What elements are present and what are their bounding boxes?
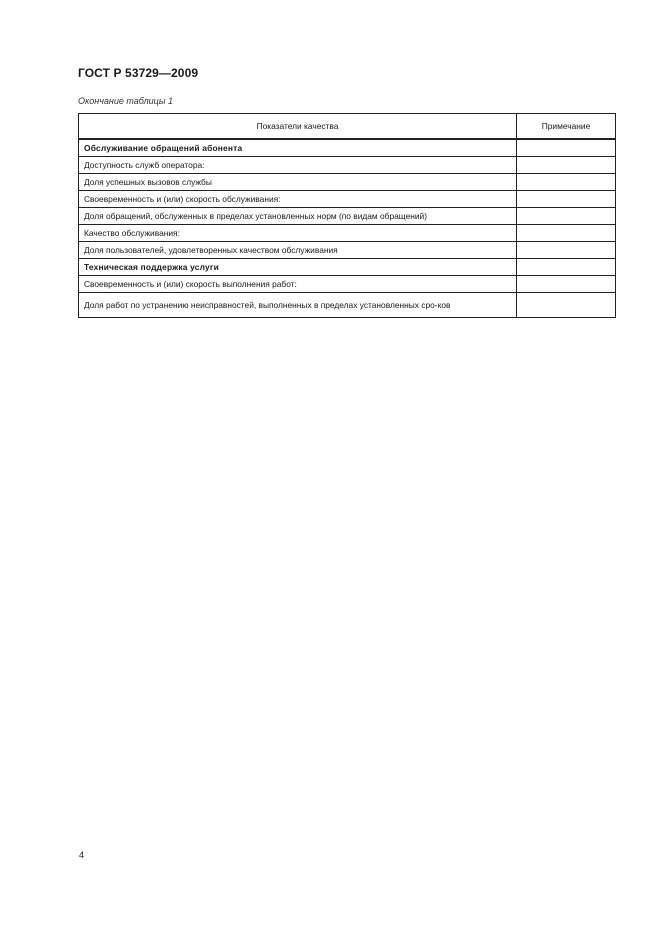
table-row: [79, 293, 616, 318]
note-cell: [517, 242, 616, 259]
table-row: [79, 174, 616, 191]
table-row: [79, 225, 616, 242]
note-cell: [517, 293, 616, 318]
note-cell: [517, 191, 616, 208]
table-row: [79, 191, 616, 208]
table-row-section: [79, 139, 616, 157]
indicator-cell: Доступность служб оператора:: [79, 157, 517, 174]
indicator-cell: Доля работ по устранению неисправностей, выполненных в пределах установленных сро-ков: [79, 293, 517, 318]
indicator-cell: Доля обращений, обслуженных в пределах установленных норм (по видам обращений): [79, 208, 517, 225]
indicator-cell: Своевременность и (или) скорость обслуживания:: [79, 191, 517, 208]
table-row: [79, 242, 616, 259]
table-row: [79, 276, 616, 293]
table-caption: Окончание таблицы 1: [78, 96, 173, 106]
note-cell: [517, 276, 616, 293]
note-cell: [517, 208, 616, 225]
table-row-section: [79, 259, 616, 276]
column-header-indicators: Показатели качества: [79, 114, 517, 140]
indicator-cell: Техническая поддержка услуги: [79, 259, 517, 276]
indicator-cell: Своевременность и (или) скорость выполнения работ:: [79, 276, 517, 293]
note-cell: [517, 157, 616, 174]
table-row: [79, 208, 616, 225]
column-header-note: Примечание: [517, 114, 616, 140]
indicator-cell: Доля пользователей, удовлетворенных качеством обслуживания: [79, 242, 517, 259]
table-header-row: [79, 114, 616, 140]
note-cell: [517, 225, 616, 242]
note-cell: [517, 139, 616, 157]
quality-indicators-table: [78, 113, 616, 318]
document-title: ГОСТ Р 53729—2009: [78, 66, 199, 80]
indicator-cell: Доля успешных вызовов службы: [79, 174, 517, 191]
indicator-cell: Качество обслуживания:: [79, 225, 517, 242]
note-cell: [517, 259, 616, 276]
indicator-cell: Обслуживание обращений абонента: [79, 139, 517, 157]
page-number: 4: [79, 850, 85, 860]
table-row: [79, 157, 616, 174]
note-cell: [517, 174, 616, 191]
